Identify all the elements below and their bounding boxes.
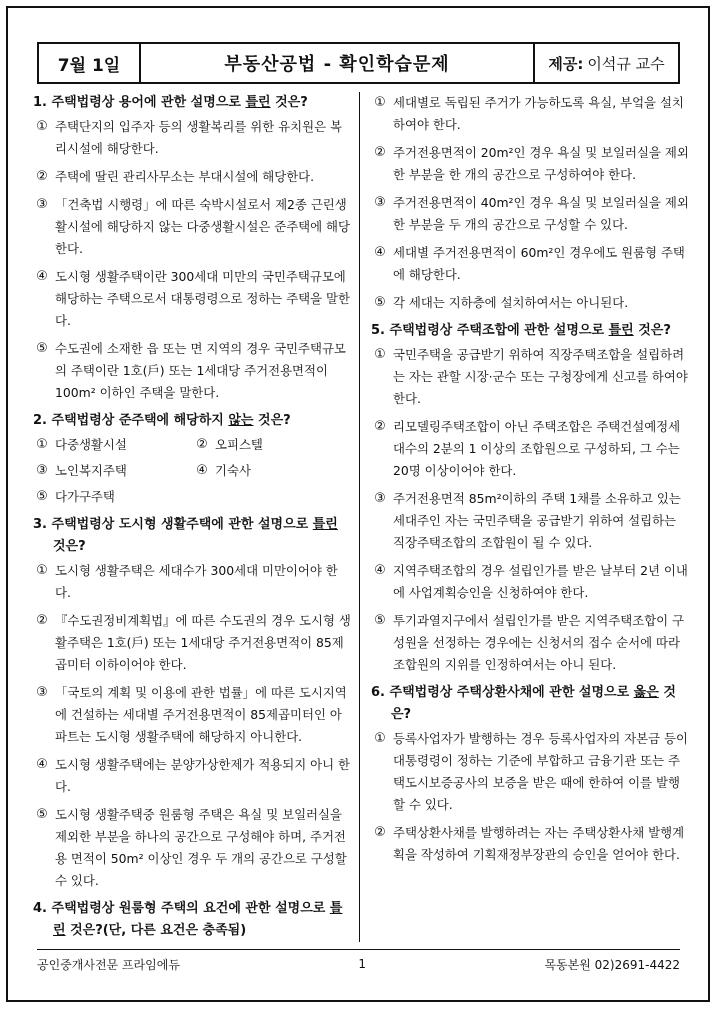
q5-option-1: ① 국민주택을 공급받기 위하여 직장주택조합을 설립하려는 자는 관할 시장·군수 또는 구청장에게 신고를 하여야 한다.	[374, 347, 688, 406]
page-header	[37, 42, 680, 84]
question-1-stem: 1. 주택법령상 용어에 관한 설명으로 틀린 것은?	[33, 95, 308, 110]
q3-option-2: ② 『수도권정비계획법』에 따른 수도권의 경우 도시형 생활주택은 1호(戶) 또는 1세대당 주거전용면적이 85제곱미터 이하이어야 한다.	[36, 613, 351, 672]
q1-option-5: ⑤ 수도권에 소재한 읍 또는 면 지역의 경우 국민주택규모의 주택이란 1호(戶) 또는 1세대당 주거전용면적이 100m² 이하인 주택을 말한다.	[36, 341, 346, 400]
q2-option-2: ② 오피스텔	[196, 437, 263, 452]
q1-option-1: ① 주택단지의 입주자 등의 생활복리를 위한 유치원은 복리시설에 해당한다.	[36, 119, 342, 156]
q4-option-2: ② 주거전용면적이 20m²인 경우 욕실 및 보일러실을 제외한 부분을 한 개의 공간으로 구성하여야 한다.	[374, 145, 689, 182]
footer-rule	[37, 949, 680, 950]
question-6-stem: 6. 주택법령상 주택상환사채에 관한 설명으로 옳은 것은?	[371, 685, 676, 722]
right-column	[371, 92, 691, 872]
q5-option-2: ② 리모델링주택조합이 아닌 주택조합은 주택건설예정세대수의 2분의 1 이상의 조합원으로 구성하되, 그 수는 20명 이상이어야 한다.	[374, 419, 681, 478]
header-author	[533, 44, 678, 82]
header-date: 7월 1일	[39, 44, 141, 82]
q5-option-5: ⑤ 투기과열지구에서 설립인가를 받은 지역주택조합이 구성원을 선정하는 경우에는 신청서의 접수 순서에 따라 조합원의 지위를 인정하여서는 아니 된다.	[374, 613, 685, 672]
q5-option-4: ④ 지역주택조합의 경우 설립인가를 받은 날부터 2년 이내에 사업계획승인을 신청하여야 한다.	[374, 563, 688, 600]
question-4-stem: 4. 주택법령상 원룸형 주택의 요건에 관한 설명으로 틀린 것은?(단, 다른 요건은 충족됨)	[33, 901, 343, 938]
q2-options-row-1	[33, 434, 353, 456]
author-name: 이석규 교수	[587, 54, 665, 73]
q4-option-1: ① 세대별로 독립된 주거가 가능하도록 욕실, 부엌을 설치하여야 한다.	[374, 95, 684, 132]
q6-option-2: ② 주택상환사채를 발행하려는 자는 주택상환사채 발행계획을 작성하여 기획재정부장관의 승인을 얻어야 한다.	[374, 825, 685, 862]
q4-option-3: ③ 주거전용면적이 40m²인 경우 욕실 및 보일러실을 제외한 부분을 두 개의 공간으로 구성할 수 있다.	[374, 195, 689, 232]
question-3-stem: 3. 주택법령상 도시형 생활주택에 관한 설명으로 틀린 것은?	[33, 517, 338, 554]
q2-option-3: ③ 노인복지주택	[36, 463, 127, 478]
q1-option-3: ③ 「건축법 시행령」에 따른 숙박시설로서 제2종 근린생활시설에 해당하지 않는 다중생활시설은 준주택에 해당한다.	[36, 197, 350, 256]
question-2-stem: 2. 주택법령상 준주택에 해당하지 않는 것은?	[33, 413, 291, 428]
q3-option-4: ④ 도시형 생활주택에는 분양가상한제가 적용되지 아니 한다.	[36, 757, 350, 794]
q6-option-1: ① 등록사업자가 발행하는 경우 등록사업자의 자본금 등이 대통령령이 정하는 기준에 부합하고 금융기관 또는 주택도시보증공사의 보증을 받은 때에 한하여 이를 발행할 수 있다.	[374, 731, 688, 812]
q1-option-2: ② 주택에 딸린 관리사무소는 부대시설에 해당한다.	[36, 169, 315, 184]
q2-options-row-2	[33, 460, 353, 482]
q3-option-3: ③ 「국토의 계획 및 이용에 관한 법률」에 따른 도시지역에 건설하는 세대별 주거전용면적이 85제곱미터인 아파트는 도시형 생활주택에 해당하지 아니한다.	[36, 685, 347, 744]
footer-page-number: 1	[358, 957, 366, 971]
q2-option-1: ① 다중생활시설	[36, 437, 127, 452]
header-title: 부동산공법 - 확인학습문제	[224, 54, 450, 75]
q2-option-4: ④ 기숙사	[196, 463, 251, 478]
page-footer	[37, 955, 680, 973]
q1-option-4: ④ 도시형 생활주택이란 300세대 미만의 국민주택규모에 해당하는 주택으로서 대통령령으로 정하는 주택을 말한다.	[36, 269, 350, 328]
q3-option-1: ① 도시형 생활주택은 세대수가 300세대 미만이어야 한다.	[36, 563, 338, 600]
author-label: 제공:	[548, 54, 584, 73]
q4-option-5: ⑤ 각 세대는 지하층에 설치하여서는 아니된다.	[374, 295, 629, 310]
column-divider	[359, 92, 360, 942]
question-5-stem: 5. 주택법령상 주택조합에 관한 설명으로 틀린 것은?	[371, 323, 671, 338]
q3-option-5: ⑤ 도시형 생활주택중 원룸형 주택은 욕실 및 보일러실을 제외한 부분을 하나의 공간으로 구성해야 하며, 주거전용 면적이 50m² 이상인 경우 두 개의 공간으로 구성할 수 있다.	[36, 807, 347, 888]
q2-option-5: ⑤ 다가구주택	[36, 489, 115, 504]
footer-contact: 목동본원 02)2691-4422	[544, 957, 680, 972]
q4-option-4: ④ 세대별 주거전용면적이 60m²인 경우에도 원룸형 주택에 해당한다.	[374, 245, 685, 282]
footer-publisher: 공인중개사전문 프라임에듀	[37, 957, 180, 972]
left-column	[33, 92, 353, 944]
q5-option-3: ③ 주거전용면적 85m²이하의 주택 1채를 소유하고 있는 세대주인 자는 국민주택을 공급받기 위하여 설립하는 직장주택조합의 조합원이 될 수 있다.	[374, 491, 681, 550]
